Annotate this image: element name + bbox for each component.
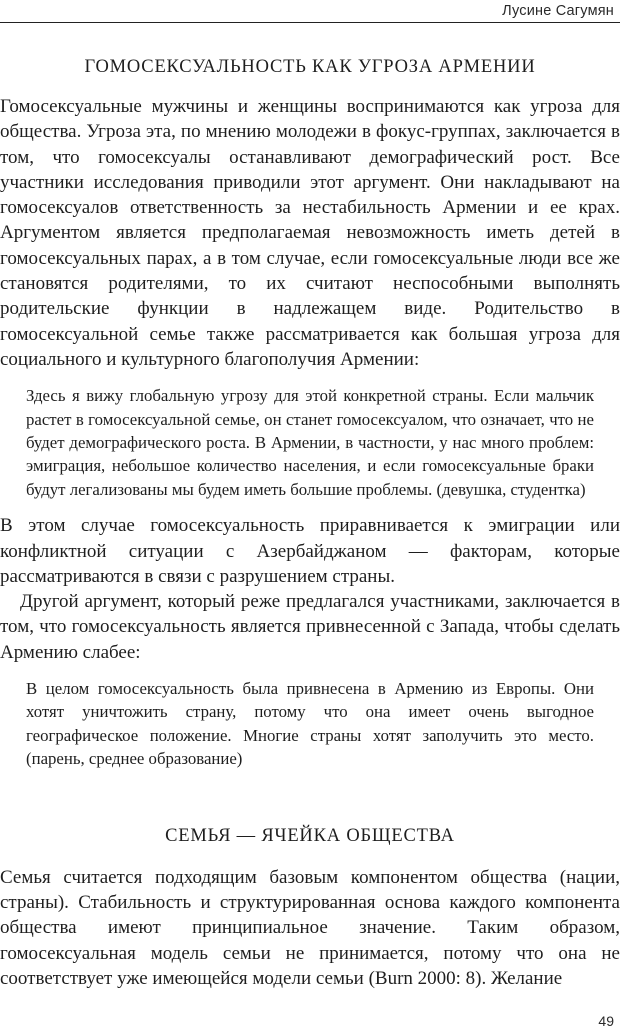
section-heading-threat: ГОМОСЕКСУАЛЬНОСТЬ КАК УГРОЗА АРМЕНИИ xyxy=(84,57,536,77)
quote-young-man: В целом гомосексуальность была привнесена в Армению из Европы. Они хотят уничтожить страну, потому что она имеет очень выгодное географическое положение. Многие страны хотят заполучить это место. (парень, среднее образование) xyxy=(26,679,594,769)
paragraph-emigration: В этом случае гомосексуальность приравнивается к эмиграции или конфликтной ситуации с Азербайджаном — факторам, которые рассматриваются в связи с разрушением страны. xyxy=(0,515,620,587)
paragraph-family-unit: Семья считается подходящим базовым компонентом общества (нации, страны). Стабильность и структурированная основа каждого компонента общества имеют принципиальное значение. Таким образом, гомосексуальная модель семьи не принимается, потому что она не соответствует уже имеющейся модели семьи (Burn 2000: 8). Желание xyxy=(0,866,620,989)
page-number: 49 xyxy=(598,1013,614,1029)
section-heading-family: СЕМЬЯ — ЯЧЕЙКА ОБЩЕСТВА xyxy=(165,825,455,846)
quote-girl-student: Здесь я вижу глобальную угрозу для этой конкретной страны. Если мальчик растет в гомосексуальной семье, он станет гомосексуалом, что означает, что не будет демографического роста. В Армении, в частности, у нас много проблем: эмиграция, небольшое количество населения, и если гомосексуальные браки будут легализованы мы будем иметь большие проблемы. (девушка, студентка) xyxy=(26,386,594,499)
page-body xyxy=(0,52,620,991)
paragraph-threat-intro: Гомосексуальные мужчины и женщины воспринимаются как угроза для общества. Угроза эта, по мнению молодежи в фокус-группах, заключается в том, что гомосексуалы останавливают демографический рост. Все участники исследования приводили этот аргумент. Они накладывают на гомосексуалов ответственность за нестабильность Армении и ее крах. Аргументом является предполагаемая невозможность иметь детей в гомосексуальных парах, а в том случае, если гомосексуальные люди все же становятся родителями, то их считают неспособными выполнять родительские функции в надлежащем виде. Родительство в гомосексуальной семье также рассматривается как большая угроза для социального и культурного благополучия Армении: xyxy=(0,96,620,370)
header-rule xyxy=(0,22,620,23)
paragraph-west-argument: Другой аргумент, который реже предлагался участниками, заключается в том, что гомосексуальность является привнесенной с Запада, чтобы сделать Армению слабее: xyxy=(0,591,620,663)
running-head-author: Лусине Сагумян xyxy=(502,3,614,19)
